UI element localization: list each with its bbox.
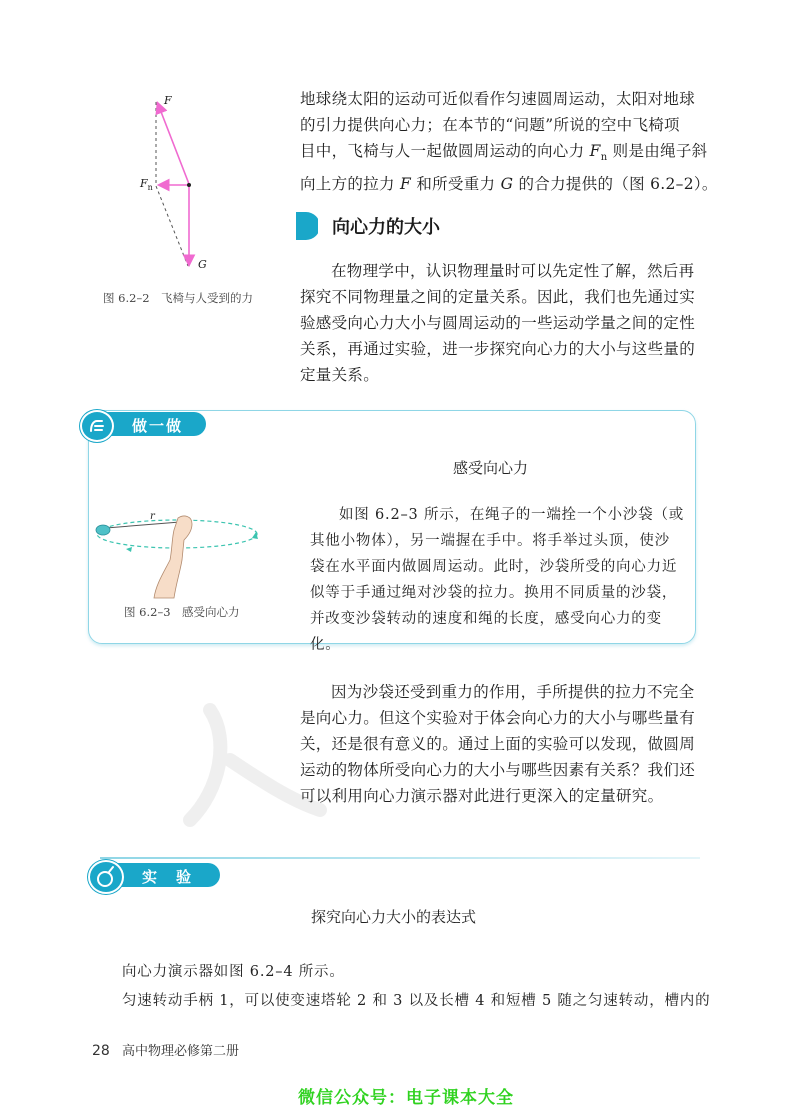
experiment-text bbox=[122, 958, 722, 1016]
activity-tag bbox=[80, 410, 210, 438]
experiment-line-2: 匀速转动手柄 1，可以使变速塔轮 2 和 3 以及长槽 4 和短槽 5 随之匀速转动，槽内的 bbox=[122, 993, 711, 1009]
sandbag bbox=[96, 525, 110, 535]
activity-title: 感受向心力 bbox=[453, 459, 529, 477]
activity-line-5: 并改变沙袋转动的速度和绳的长度，感受向心力的变化。 bbox=[310, 611, 662, 653]
followup-line-4: 运动的物体所受向心力的大小与哪些因素有关系？我们还 bbox=[300, 761, 696, 779]
force-f-arrow bbox=[158, 104, 189, 184]
section-line-3: 验感受向心力大小与圆周运动的一些运动学量之间的定性 bbox=[300, 314, 696, 332]
section-marker-icon bbox=[296, 212, 318, 240]
label-f: F bbox=[164, 94, 172, 107]
section-line-4: 关系，再通过实验，进一步探究向心力的大小与这些量的 bbox=[300, 340, 696, 358]
section-line-1: 在物理学中，认识物理量时可以先定性了解，然后再 bbox=[331, 262, 695, 280]
page-footer bbox=[92, 1040, 239, 1059]
activity-line-2: 其他小物体），另一端握在手中。将手举过头顶，使沙 bbox=[310, 533, 670, 549]
followup-line-5: 可以利用向心力演示器对此进行更深入的定量研究。 bbox=[300, 787, 664, 805]
figure-6-2-2 bbox=[130, 88, 240, 278]
followup-line-3: 关，还是很有意义的。通过上面的实验可以发现，做圆周 bbox=[300, 735, 696, 753]
flask-icon bbox=[88, 860, 124, 894]
hand-icon bbox=[80, 410, 114, 442]
object-point bbox=[187, 183, 191, 187]
followup-paragraph bbox=[300, 679, 720, 809]
activity-line-4: 似等于手通过绳对沙袋的拉力。换用不同质量的沙袋， bbox=[310, 585, 678, 601]
section-line-5: 定量关系。 bbox=[300, 366, 380, 384]
intro-line-1: 地球绕太阳的运动可近似看作匀速圆周运动，太阳对地球 bbox=[300, 90, 696, 108]
label-r: r bbox=[150, 511, 155, 522]
book-title: 高中物理必修第二册 bbox=[121, 1044, 239, 1059]
activity-tag-label: 做一做 bbox=[132, 417, 184, 435]
dashed-diagonal bbox=[156, 186, 188, 266]
figure-6-2-3-caption: 图 6.2–3 感受向心力 bbox=[124, 605, 240, 619]
intro-paragraph bbox=[300, 86, 720, 197]
figure-6-2-3 bbox=[92, 500, 262, 600]
label-g: G bbox=[198, 258, 207, 271]
experiment-title: 探究向心力大小的表达式 bbox=[311, 908, 477, 926]
followup-line-1: 因为沙袋还受到重力的作用，手所提供的拉力不完全 bbox=[331, 683, 695, 701]
section-title: 向心力的大小 bbox=[332, 217, 440, 238]
page-number: 28 bbox=[92, 1043, 110, 1059]
background-mark bbox=[170, 700, 330, 830]
hand-arm bbox=[154, 516, 192, 598]
experiment-tag-label: 实 验 bbox=[142, 868, 194, 886]
watermark-text: 微信公众号：电子课本大全 bbox=[298, 1088, 514, 1108]
section-line-2: 探究不同物理量之间的定量关系。因此，我们也先通过实 bbox=[300, 288, 696, 306]
sandbag-illustration bbox=[92, 500, 262, 600]
experiment-tag bbox=[88, 860, 228, 890]
experiment-divider bbox=[100, 857, 700, 859]
figure-6-2-2-caption: 图 6.2–2 飞椅与人受到的力 bbox=[103, 291, 254, 305]
section-paragraph bbox=[300, 258, 720, 388]
experiment-line-1: 向心力演示器如图 6.2–4 所示。 bbox=[122, 964, 345, 980]
intro-line-3: 目中，飞椅与人一起做圆周运动的向心力 $F_n$ 则是由绳子斜 bbox=[300, 142, 708, 164]
section-heading bbox=[296, 211, 440, 241]
intro-line-4: 向上方的拉力 F 和所受重力 G 的合力提供的（图 6.2–2）。 bbox=[300, 175, 718, 194]
followup-line-2: 是向心力。但这个实验对于体会向心力的大小与哪些量有 bbox=[300, 709, 696, 727]
activity-text bbox=[310, 502, 688, 658]
intro-line-2: 的引力提供向心力；在本节的“问题”所说的空中飞椅项 bbox=[300, 116, 680, 134]
activity-line-3: 袋在水平面内做圆周运动。此时，沙袋所受的向心力近 bbox=[310, 559, 678, 575]
label-fn: $F_n$ bbox=[140, 177, 153, 193]
activity-line-1: 如图 6.2–3 所示，在绳子的一端拴一个小沙袋（或 bbox=[339, 507, 685, 523]
